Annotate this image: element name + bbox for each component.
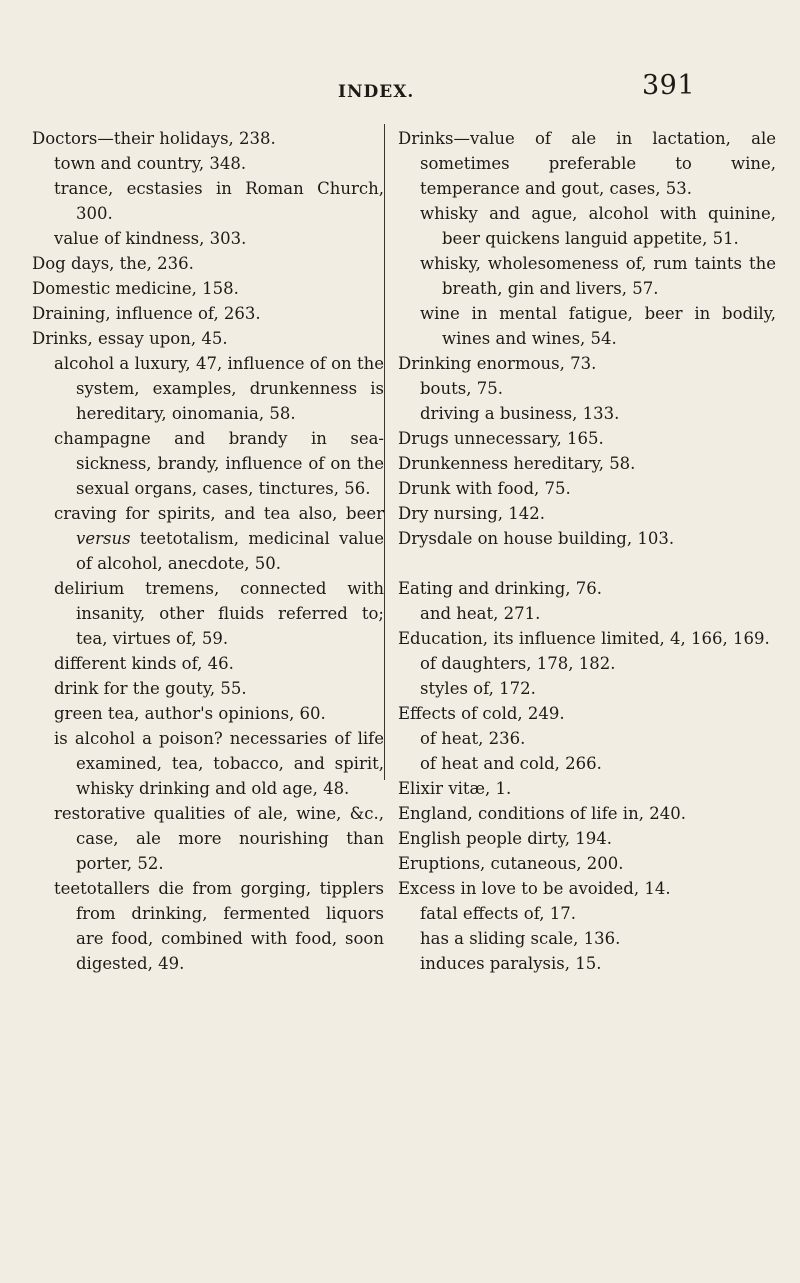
index-subentry: different kinds of, 46. <box>54 654 234 673</box>
index-entry: Drinks—value of ale in lactation, ale sometimes preferable to wine, temperance and gout, cases, 53. <box>398 129 776 198</box>
index-subentry: delirium tremens, connected with insanity, other fluids referred to; tea, virtues of, 59. <box>54 579 384 648</box>
index-entry: English people dirty, 194. <box>398 829 612 848</box>
index-entry: Education, its influence limited, 4, 166, 169. <box>398 629 770 648</box>
index-subentry: whisky and ague, alcohol with quinine, beer quickens languid appetite, 51. <box>420 204 776 248</box>
index-subentry: has a sliding scale, 136. <box>420 929 621 948</box>
index-column-right <box>398 126 776 976</box>
index-entry: Drinks, essay upon, 45. <box>32 329 228 348</box>
index-subentry: styles of, 172. <box>420 679 536 698</box>
index-subentry: restorative qualities of ale, wine, &c., case, ale more nourishing than porter, 52. <box>54 804 384 873</box>
index-subentry: induces paralysis, 15. <box>420 954 602 973</box>
index-entry: Excess in love to be avoided, 14. <box>398 879 671 898</box>
running-header: INDEX. <box>338 82 415 102</box>
index-column-left <box>32 126 384 976</box>
index-entry: Drinking enormous, 73. <box>398 354 597 373</box>
index-subentry: of daughters, 178, 182. <box>420 654 616 673</box>
index-subentry: driving a business, 133. <box>420 404 620 423</box>
index-subentry: and heat, 271. <box>420 604 541 623</box>
index-entry: Doctors—their holidays, 238. <box>32 129 276 148</box>
index-subentry: is alcohol a poison? necessaries of life examined, tea, tobacco, and spirit, whisky drinking and old age, 48. <box>54 729 384 798</box>
index-entry: Effects of cold, 249. <box>398 704 565 723</box>
index-subentry: town and country, 348. <box>54 154 247 173</box>
index-subentry: teetotallers die from gorging, tipplers from drinking, fermented liquors are food, combined with food, soon digested, 49. <box>54 879 384 973</box>
index-subentry: bouts, 75. <box>420 379 503 398</box>
index-entry: Eating and drinking, 76. <box>398 579 603 598</box>
index-subentry: alcohol a luxury, 47, influence of on the system, examples, drunkenness is hereditary, oinomania, 58. <box>54 354 384 423</box>
index-entry: Elixir vitæ, 1. <box>398 779 512 798</box>
column-divider <box>384 124 385 780</box>
index-entry: Drugs unnecessary, 165. <box>398 429 604 448</box>
index-subentry: of heat and cold, 266. <box>420 754 602 773</box>
index-entry: England, conditions of life in, 240. <box>398 804 686 823</box>
index-entry: Eruptions, cutaneous, 200. <box>398 854 624 873</box>
index-subentry: drink for the gouty, 55. <box>54 679 247 698</box>
index-subentry: craving for spirits, and tea also, beer versus teetotalism, medicinal value of alcohol, anecdote, 50. <box>54 504 384 573</box>
index-entry: Drunk with food, 75. <box>398 479 571 498</box>
index-subentry: whisky, wholesomeness of, rum taints the breath, gin and livers, 57. <box>420 254 776 298</box>
index-entry: Dog days, the, 236. <box>32 254 194 273</box>
index-entry: Domestic medicine, 158. <box>32 279 239 298</box>
index-entry: Drysdale on house building, 103. <box>398 529 675 548</box>
index-subentry: wine in mental fatigue, beer in bodily, wines and wines, 54. <box>420 304 776 348</box>
index-subentry: value of kindness, 303. <box>54 229 247 248</box>
index-subentry: of heat, 236. <box>420 729 526 748</box>
index-subentry: green tea, author's opinions, 60. <box>54 704 326 723</box>
index-subentry: trance, ecstasies in Roman Church, 300. <box>54 179 384 223</box>
page-number: 391 <box>642 70 696 101</box>
index-subentry: champagne and brandy in sea-sickness, brandy, influence of on the sexual organs, cases, tinctures, 56. <box>54 429 384 498</box>
index-entry: Drunkenness hereditary, 58. <box>398 454 636 473</box>
index-entry: Dry nursing, 142. <box>398 504 545 523</box>
index-subentry: fatal effects of, 17. <box>420 904 576 923</box>
index-entry: Draining, influence of, 263. <box>32 304 261 323</box>
